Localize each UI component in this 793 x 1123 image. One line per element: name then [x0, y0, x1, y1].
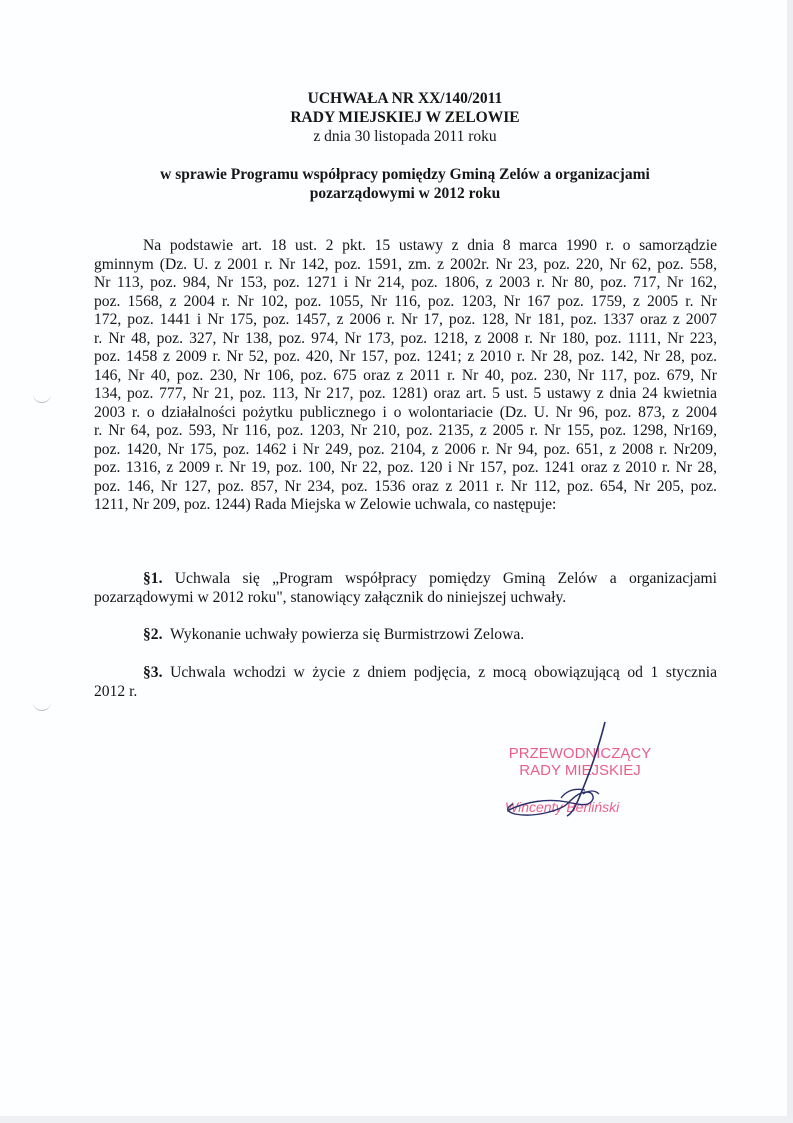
preamble-line: r. Nr 64, poz. 593, Nr 116, poz. 1203, Nr 210, poz. 2135, z 2005 r. Nr 155, poz. 1298, Nr169,	[94, 422, 717, 439]
resolution-date: z dnia 30 listopada 2011 roku	[313, 128, 497, 145]
preamble-line: 1211, Nr 209, poz. 1244) Rada Miejska w Zelowie uchwala, co następuje:	[94, 496, 557, 513]
stamp-line-2: RADY MIEJSKIEJ	[519, 762, 641, 779]
paragraph-label: §1.	[143, 570, 163, 587]
preamble-line: poz. 1316, z 2009 r. Nr 19, poz. 100, Nr 22, poz. 120 i Nr 157, poz. 1241 oraz z 2010 r. Nr 28,	[94, 459, 717, 476]
paragraph-text: Wykonanie uchwały powierza się Burmistrzowi Zelowa.	[170, 626, 525, 643]
preamble-line: poz. 146, Nr 127, poz. 857, Nr 234, poz. 1536 oraz z 2011 r. Nr 112, poz. 654, Nr 205, poz.	[94, 477, 717, 495]
paragraph-text: Uchwala się „Program współpracy pomiędzy Gminą Zelów a organizacjami	[174, 570, 717, 587]
resolution-subject-line-1: w sprawie Programu współpracy pomiędzy Gminą Zelów a organizacjami	[160, 166, 650, 183]
stamp-line-1: PRZEWODNICZĄCY	[508, 745, 652, 762]
preamble-line: poz. 1458 z 2009 r. Nr 52, poz. 420, Nr 157, poz. 1241; z 2010 r. Nr 28, poz. 142, Nr 28, poz.	[94, 348, 717, 365]
preamble-line: poz. 1568, z 2004 r. Nr 102, poz. 1055, Nr 116, poz. 1203, Nr 167 poz. 1759, z 2005 r. Nr	[94, 292, 717, 310]
paragraph-line: pozarządowymi w 2012 roku", stanowiący załącznik do niniejszej uchwały.	[94, 589, 567, 606]
preamble-line: 172, poz. 1441 i Nr 175, poz. 1457, z 2006 r. Nr 17, poz. 128, Nr 181, poz. 1337 oraz z 2007	[94, 311, 717, 328]
paragraph-line	[143, 570, 717, 588]
preamble-line: poz. 1420, Nr 175, poz. 1462 i Nr 249, poz. 2104, z 2006 r. Nr 94, poz. 651, z 2008 r. Nr209,	[94, 440, 717, 458]
resolution-issuer: RADY MIEJSKIEJ W ZELOWIE	[290, 109, 520, 126]
preamble-line: 134, poz. 777, Nr 21, poz. 113, Nr 217, poz. 1281) oraz art. 5 ust. 5 ustawy z dnia 24 kwietnia	[94, 385, 717, 402]
resolution-title: UCHWAŁA NR XX/140/2011	[307, 90, 503, 107]
paragraph-label: §3.	[143, 664, 163, 681]
preamble-line: r. Nr 48, poz. 327, Nr 138, poz. 974, Nr 173, poz. 1218, z 2008 r. Nr 180, poz. 1111, Nr 223,	[94, 329, 717, 347]
scan-edge-bottom	[0, 1116, 793, 1123]
paragraph-line: 2012 r.	[94, 682, 138, 700]
preamble-line: Nr 113, poz. 984, Nr 153, poz. 1271 i Nr 214, poz. 1806, z 2003 r. Nr 80, poz. 717, Nr 162,	[94, 274, 717, 291]
stamp-name: Wincenty Berliński	[505, 799, 620, 815]
paragraph-label: §2.	[143, 626, 163, 643]
preamble-line: Na podstawie art. 18 ust. 2 pkt. 15 ustawy z dnia 8 marca 1990 r. o samorządzie	[143, 237, 717, 254]
punch-hole-mark	[33, 700, 51, 711]
preamble-line: gminnym (Dz. U. z 2001 r. Nr 142, poz. 1591, zm. z 2002r. Nr 23, poz. 220, Nr 62, poz. 558,	[94, 255, 717, 273]
paragraph-line	[143, 626, 717, 644]
preamble-line: 146, Nr 40, poz. 230, Nr 106, poz. 675 oraz z 2011 r. Nr 40, poz. 230, Nr 117, poz. 679, Nr	[94, 366, 717, 384]
paragraph-line	[143, 664, 717, 682]
punch-hole-mark	[33, 392, 51, 403]
paragraph-text: Uchwala wchodzi w życie z dniem podjęcia, z mocą obowiązującą od 1 stycznia	[170, 664, 718, 681]
resolution-subject-line-2: pozarządowymi w 2012 roku	[309, 185, 501, 202]
handwritten-signature	[495, 718, 655, 828]
preamble-line: 2003 r. o działalności pożytku publicznego i o wolontariacie (Dz. U. Nr 96, poz. 873, z 2004	[94, 403, 717, 421]
